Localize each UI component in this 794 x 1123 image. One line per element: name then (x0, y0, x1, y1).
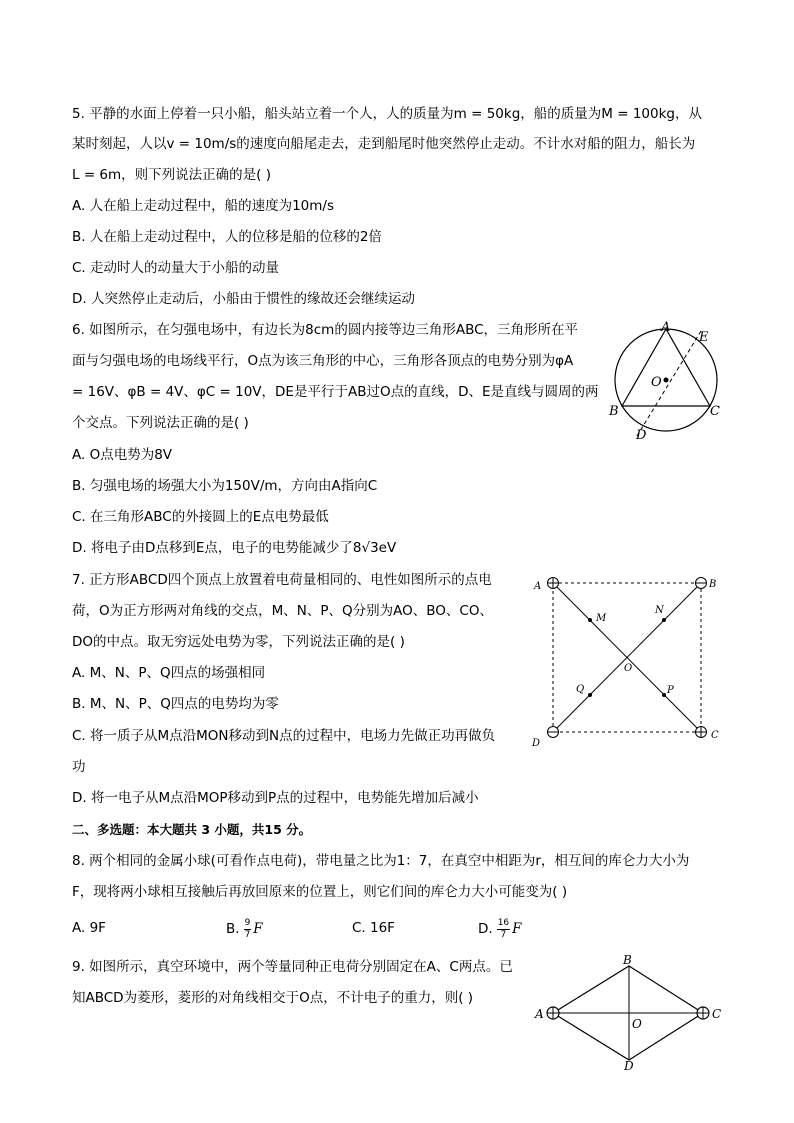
q5-line-2: 某时刻起，人以v = 10m/s的速度向船尾走去，走到船尾时他突然停止走动。不计水对船的阻力，船长为 (72, 136, 696, 152)
q8-line-2: F，现将两小球相互接触后再放回原来的位置上，则它们间的库仑力大小可能变为( ) (72, 884, 568, 900)
q9-rhombus-diagram (530, 952, 724, 1070)
q6-label-a: A (661, 320, 671, 335)
q6-line-2: 面与匀强电场的电场线平行，O点为该三角形的中心，三角形各顶点的电势分别为φA (72, 353, 574, 369)
q8-option-b (226, 912, 263, 946)
q7-label-m: M (596, 613, 607, 624)
q7-option-c-line-2: 功 (72, 759, 86, 775)
q7-line-1: 7. 正方形ABCD四个顶点上放置着电荷量相同的、电性如图所示的点电 (72, 572, 492, 588)
q5-option-d: D. 人突然停止走动后，小船由于惯性的缘故还会继续运动 (72, 291, 415, 307)
q9-label-b: B (623, 953, 632, 967)
q6-circle-triangle-diagram (604, 318, 734, 442)
q8-option-d-fraction (497, 918, 510, 941)
q6-option-b: B. 匀强电场的场强大小为150V/m，方向由A指向C (72, 478, 378, 494)
q5-option-a: A. 人在船上走动过程中，船的速度为10m/s (72, 198, 334, 214)
q6-line-1: 6. 如图所示，在匀强电场中，有边长为8cm的圆内接等边三角形ABC，三角形所在平 (72, 322, 579, 338)
q7-label-d: D (532, 738, 541, 749)
q5-option-b: B. 人在船上走动过程中，人的位移是船的位移的2倍 (72, 229, 382, 245)
q9-line-2: 知ABCD为菱形，菱形的对角线相交于O点，不计电子的重力，则( ) (72, 990, 474, 1006)
q6-label-e: E (699, 330, 709, 345)
q7-option-d: D. 将一电子从M点沿MOP移动到P点的过程中，电势能先增加后减小 (72, 790, 479, 806)
q8-option-c: C. 16F (352, 920, 395, 936)
q7-label-p: P (667, 685, 674, 696)
q7-label-a: A (534, 581, 542, 592)
q6-option-a: A. O点电势为8V (72, 447, 173, 463)
q8-option-b-prefix: B. (226, 921, 240, 937)
q6-label-b: B (609, 404, 619, 419)
q9-label-a: A (535, 1007, 544, 1021)
q8-option-d-numerator: 16 (497, 917, 510, 928)
q5-line-3: L = 6m，则下列说法正确的是( ) (72, 167, 271, 183)
q7-label-b: B (709, 579, 717, 590)
q8-option-b-fraction (244, 918, 252, 941)
q6-option-d: D. 将电子由D点移到E点，电子的电势能减少了8√3eV (72, 540, 397, 556)
q6-label-o: O (651, 375, 662, 390)
q5-option-c: C. 走动时人的动量大于小船的动量 (72, 260, 280, 276)
q6-line-4: 个交点。下列说法正确的是( ) (72, 415, 249, 431)
q7-line-3: DO的中点。取无穷远处电势为零，下列说法正确的是( ) (72, 634, 405, 650)
q8-option-a: A. 9F (72, 920, 106, 936)
q7-option-b: B. M、N、P、Q四点的电势均为零 (72, 696, 279, 712)
q8-option-b-numerator: 9 (244, 917, 251, 928)
q7-line-2: 荷，O为正方形两对角线的交点，M、N、P、Q分别为AO、BO、CO、 (72, 603, 493, 619)
q6-line-3: = 16V、φB = 4V、φC = 10V，DE是平行于AB过O点的直线，D、E是直线与圆周的两 (72, 384, 599, 400)
q7-label-c: C (711, 730, 719, 741)
q8-option-b-suffix: F (253, 921, 263, 937)
q8-option-d-prefix: D. (478, 921, 493, 937)
q5-line-1: 5. 平静的水面上停着一只小船，船头站立着一个人，人的质量为m = 50kg，船的质量为M = 100kg，从 (72, 106, 702, 122)
q6-label-d: D (636, 428, 647, 442)
q6-label-c: C (710, 404, 720, 419)
q8-option-d-denominator: 7 (500, 929, 507, 940)
section-2-heading: 二、多选题：本大题共 3 小题，共15 分。 (72, 822, 312, 837)
q8-option-b-denominator: 7 (244, 929, 251, 940)
q7-label-q: Q (576, 684, 585, 695)
q8-option-d (478, 912, 522, 946)
q9-label-d: D (624, 1059, 634, 1070)
q8-line-1: 8. 两个相同的金属小球(可看作点电荷)，带电量之比为1：7，在真空中相距为r，相互间的库仑力大小为 (72, 853, 690, 869)
q8-option-d-suffix: F (512, 921, 522, 937)
q6-option-c: C. 在三角形ABC的外接圆上的E点电势最低 (72, 509, 329, 525)
q9-label-o: O (632, 1017, 642, 1031)
q7-option-a: A. M、N、P、Q四点的场强相同 (72, 665, 266, 681)
q7-square-charges-diagram (528, 572, 728, 750)
q7-label-n: N (655, 605, 664, 616)
q9-line-1: 9. 如图所示，真空环境中，两个等量同种正电荷分别固定在A、C两点。已 (72, 959, 513, 975)
q7-option-c-line-1: C. 将一质子从M点沿MON移动到N点的过程中，电场力先做正功再做负 (72, 728, 496, 744)
q9-label-c: C (712, 1007, 722, 1021)
q7-label-o: O (624, 663, 633, 674)
